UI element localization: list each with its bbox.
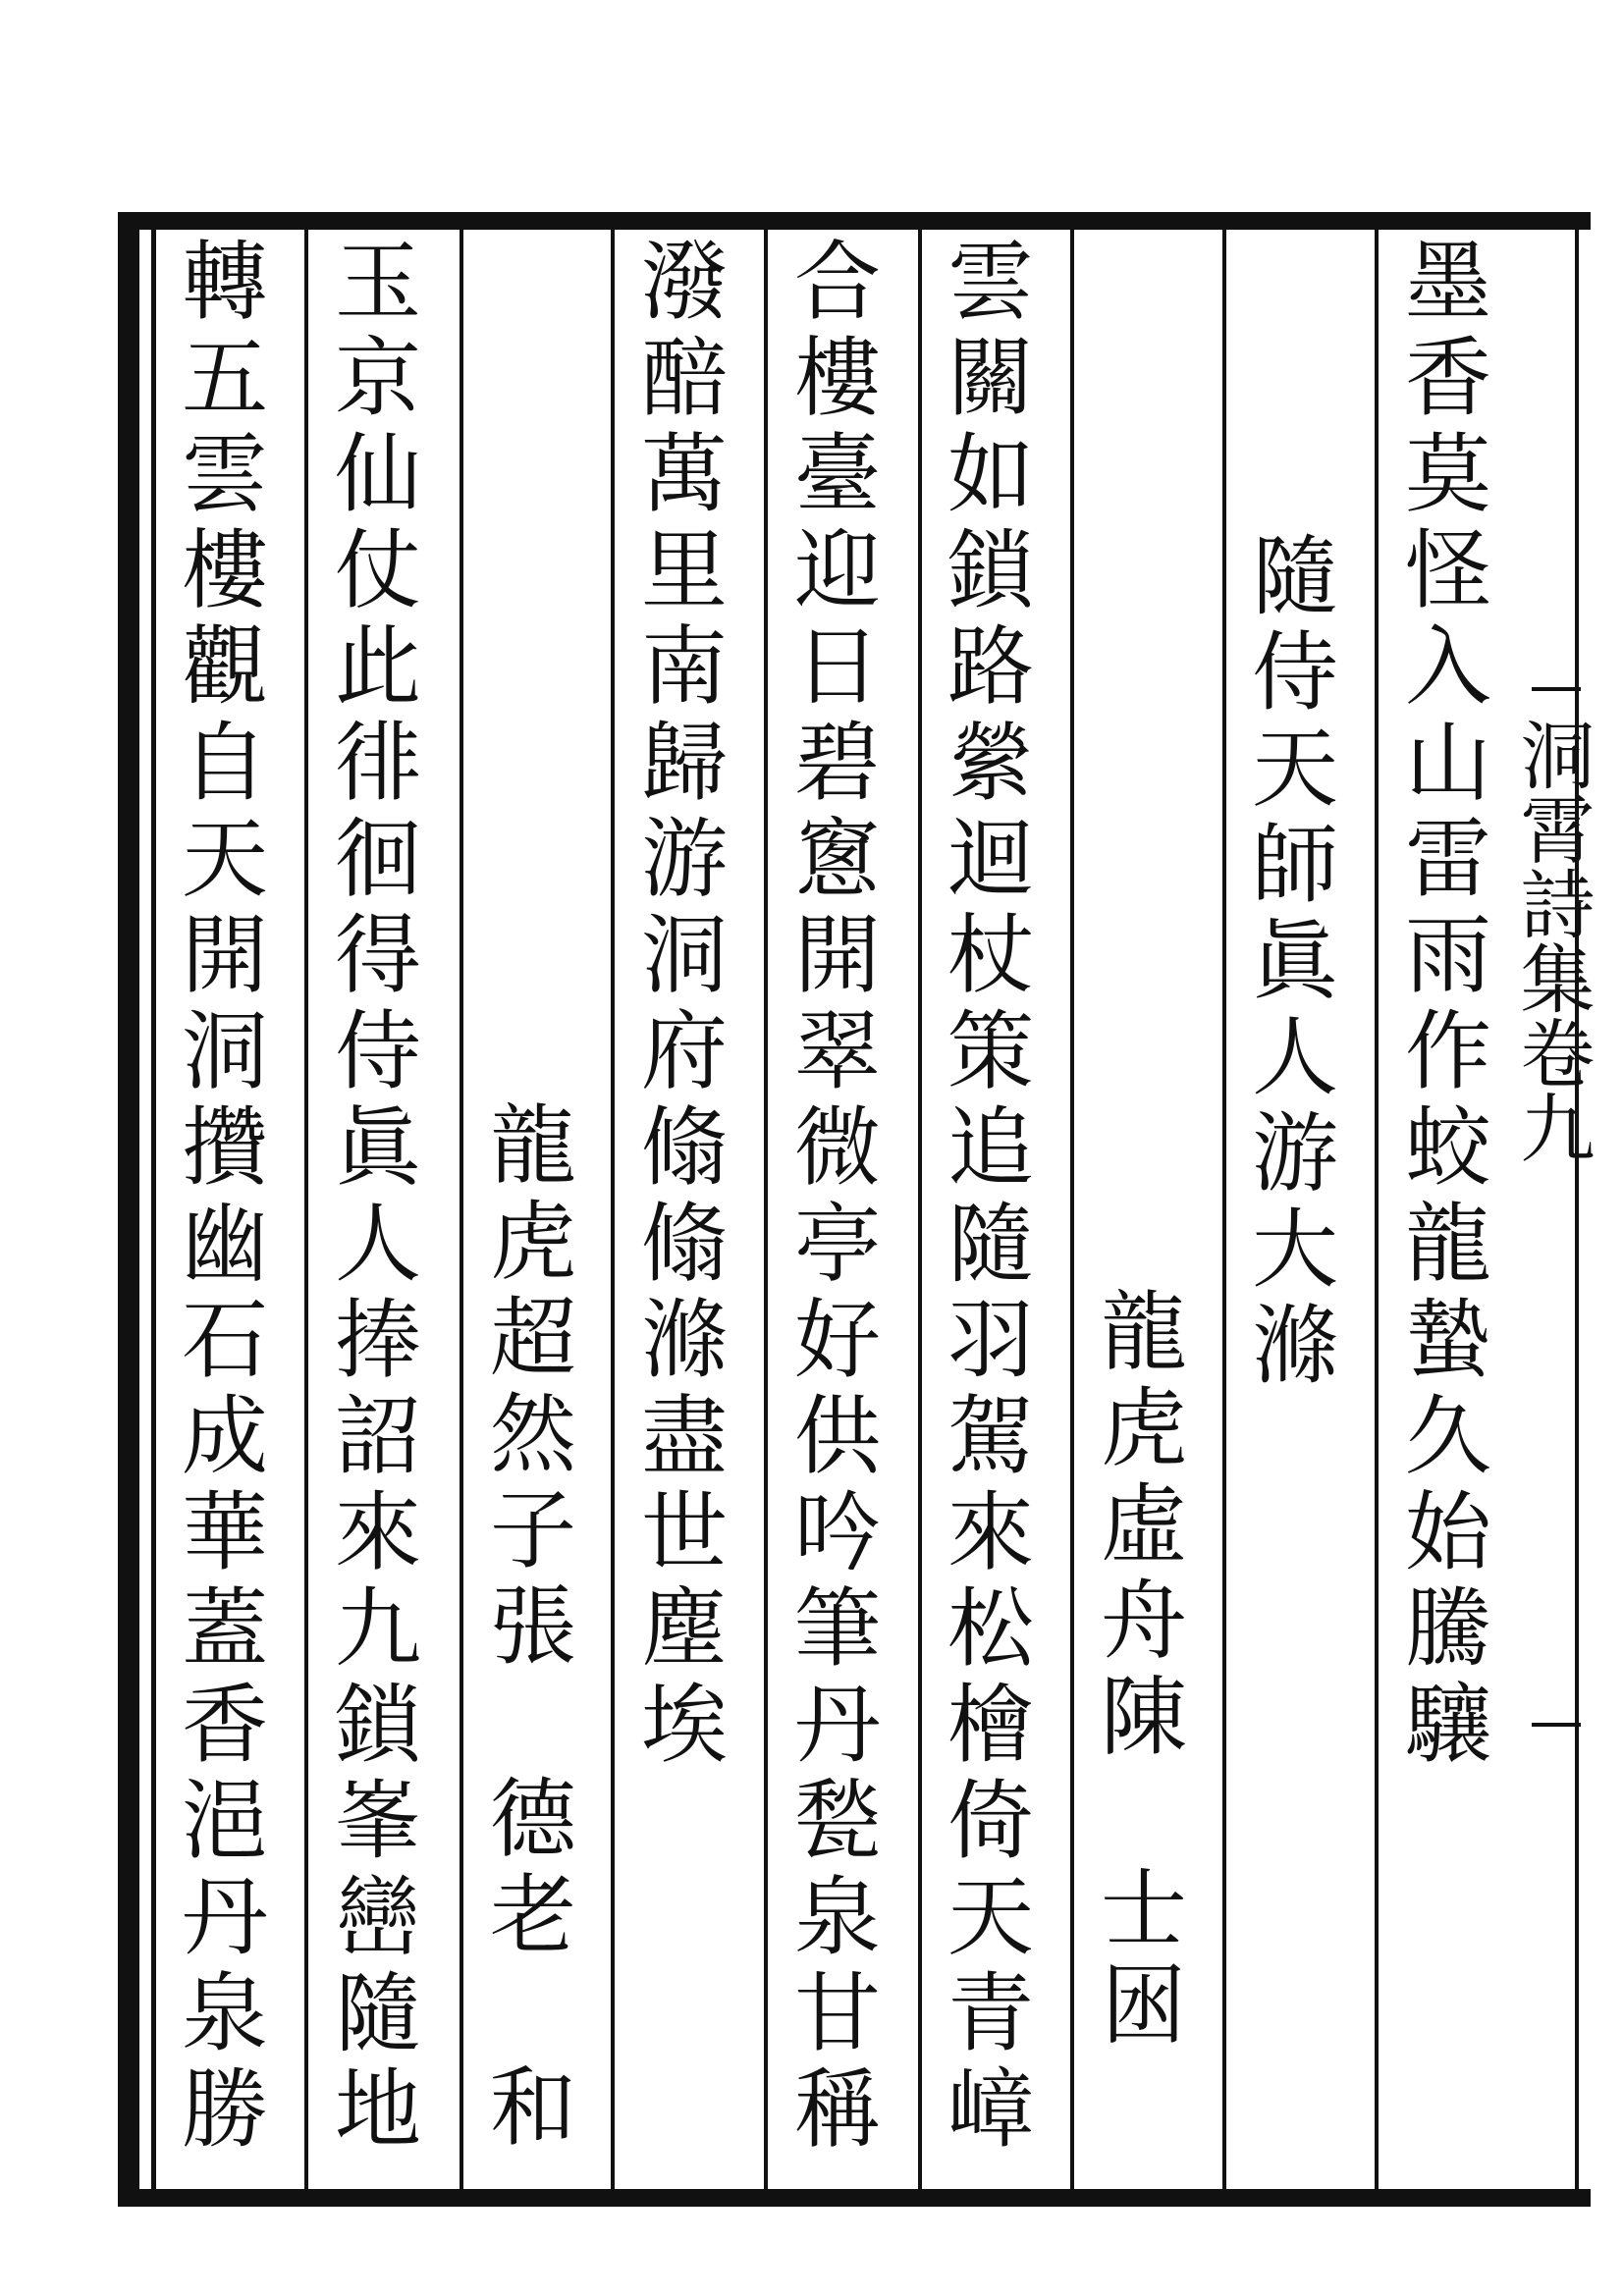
column-rule [1375,228,1379,2191]
column-rule [918,228,922,2191]
frame-left-border [118,212,139,2207]
column-rule [1070,228,1074,2191]
column-rule [1222,228,1226,2191]
margin-title: 洞霄詩集卷九 [1508,717,1596,1164]
text-column: 轉五雲樓觀自天開洞攢幽石成華蓋香浥丹泉勝 [168,236,269,2160]
column-rule [460,228,463,2191]
text-column: 龍虎超然子張 德老 和 [476,1099,577,2158]
text-column: 隨侍天師眞人游大滌 [1238,530,1339,1396]
text-column: 合樓臺迎日碧窻開翠微亭好供吟筆丹甃泉甘稱 [781,236,882,2160]
text-column: 墨香莫怪入山雷雨作蛟龍蟄久始騰驤 [1391,236,1492,1775]
text-column: 玉京仙仗此徘徊得侍眞人捧詔來九鎖峯巒隨地 [321,236,422,2160]
column-rule [764,228,768,2191]
frame-top-border [118,212,1591,230]
text-column: 龍虎虛舟陳 士囦 [1087,1286,1188,2056]
column-rule [611,228,615,2191]
column-rule [304,228,308,2191]
margin-block-line [1532,687,1581,691]
text-column: 雲關如鎖路縈迴杖策追隨羽駕來松檜倚天青嶂 [934,236,1035,2160]
frame-left-inner-rule [151,228,156,2191]
margin-block-line [1532,1723,1581,1727]
frame-bottom-border [118,2189,1591,2207]
text-column: 潑醅萬里南歸游洞府翛翛滌盡世塵埃 [627,236,729,1775]
